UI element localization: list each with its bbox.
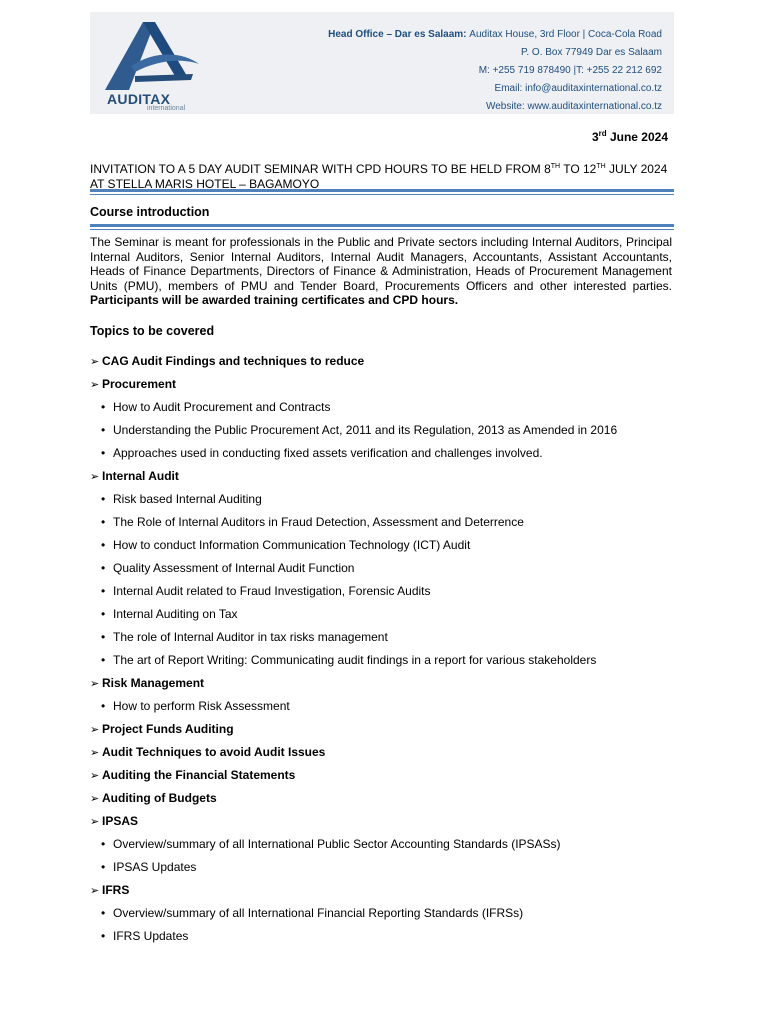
topic-item-text: Quality Assessment of Internal Audit Function: [113, 561, 355, 575]
certificate-note: Participants will be awarded training certificates and CPD hours.: [90, 293, 459, 308]
topic-item-text: How to conduct Information Communication Technology (ICT) Audit: [113, 538, 471, 552]
arrow-bullet-icon: ➢: [90, 885, 100, 897]
contact-block: [328, 26, 662, 116]
topic-item: [101, 561, 354, 575]
topic-item-text: Internal Auditing on Tax: [113, 607, 238, 621]
bullet-icon: •: [101, 561, 106, 575]
topic-item: [101, 699, 290, 713]
arrow-bullet-icon: ➢: [90, 793, 100, 805]
topic-item: [101, 653, 596, 667]
topic-title: Risk Management: [102, 676, 205, 690]
topic-item-text: The role of Internal Auditor in tax risks management: [113, 630, 388, 644]
topic-title: Project Funds Auditing: [102, 722, 234, 736]
topic-title: Auditing the Financial Statements: [102, 768, 296, 782]
letter-date: 3rd June 2024: [591, 129, 668, 144]
phone-numbers: M: +255 719 878490 |T: +255 22 212 692: [478, 65, 662, 76]
topic-item-text: How to perform Risk Assessment: [113, 699, 290, 713]
letterhead: [90, 12, 674, 114]
invitation-heading: INVITATION TO A 5 DAY AUDIT SEMINAR WITH CPD HOURS TO BE HELD FROM 8TH TO 12TH JULY 2024 AT STELLA MARIS HOTEL – BAGAMOYO: [90, 162, 668, 191]
arrow-bullet-icon: ➢: [90, 724, 100, 736]
topic-item: [101, 837, 561, 851]
topic-item: [101, 400, 330, 414]
topic-item: [101, 446, 543, 460]
bullet-icon: •: [101, 584, 106, 598]
bullet-icon: •: [101, 860, 106, 874]
course-intro-body: The Seminar is meant for professionals in the Public and Private sectors including Internal Auditors, Principal Internal Auditors, Senior Internal Auditors, Internal Audit Managers, Accountants, Assistant Accountants, Heads of Finance Departments, Directors of Finance & Administration, Heads of Procurement Management Units (PMU), members of PMU and Tender Board, Procurements Officers and other interested parties. Participants will be awarded training certificates and CPD hours.: [90, 235, 672, 308]
topic-title: IPSAS: [102, 814, 139, 828]
topic-heading: [90, 722, 234, 736]
topic-item-text: IFRS Updates: [113, 929, 189, 943]
topic-item: [101, 860, 196, 874]
arrow-bullet-icon: ➢: [90, 678, 100, 690]
topic-item-text: IPSAS Updates: [113, 860, 197, 874]
bullet-icon: •: [101, 837, 106, 851]
topic-item-text: Approaches used in conducting fixed assets verification and challenges involved.: [113, 446, 543, 460]
topic-item-text: The art of Report Writing: Communicating audit findings in a report for various stakeholders: [113, 653, 597, 667]
topic-item-text: Overview/summary of all International Public Sector Accounting Standards (IPSASs): [113, 837, 561, 851]
website-address: Website: www.auditaxinternational.co.tz: [485, 101, 662, 112]
bullet-icon: •: [101, 929, 106, 943]
topic-item: [101, 607, 238, 621]
topic-heading: [90, 377, 176, 391]
address-line: [328, 26, 662, 44]
divider: [90, 189, 674, 192]
topic-heading: [90, 814, 138, 828]
auditax-logo: [95, 16, 215, 112]
topics-title: Topics to be covered: [90, 324, 215, 338]
topic-item-text: Internal Audit related to Fraud Investigation, Forensic Audits: [113, 584, 431, 598]
arrow-bullet-icon: ➢: [90, 816, 100, 828]
topic-title: CAG Audit Findings and techniques to reduce: [102, 354, 365, 368]
topic-title: Internal Audit: [102, 469, 179, 483]
bullet-icon: •: [101, 653, 106, 667]
address-label: Head Office – Dar es Salaam:: [328, 29, 467, 40]
email-address: Email: info@auditaxinternational.co.tz: [494, 83, 662, 94]
po-box: P. O. Box 77949 Dar es Salaam: [520, 47, 662, 58]
bullet-icon: •: [101, 492, 106, 506]
topic-item-text: How to Audit Procurement and Contracts: [113, 400, 331, 414]
bullet-icon: •: [101, 630, 106, 644]
bullet-icon: •: [101, 423, 106, 437]
arrow-bullet-icon: ➢: [90, 747, 100, 759]
bullet-icon: •: [101, 699, 106, 713]
topic-item-text: Overview/summary of all International Financial Reporting Standards (IFRSs): [113, 906, 524, 920]
course-intro-title: Course introduction: [90, 205, 210, 219]
bullet-icon: •: [101, 906, 106, 920]
topic-item-text: Understanding the Public Procurement Act, 2011 and its Regulation, 2013 as Amended in 2016: [113, 423, 618, 437]
bullet-icon: •: [101, 446, 106, 460]
topic-item: [101, 630, 388, 644]
logo-subtext: international: [147, 105, 186, 112]
logo-wordmark: AUDITAX: [107, 91, 171, 107]
topic-item: [101, 423, 617, 437]
topic-title: Procurement: [102, 377, 177, 391]
topic-heading: [90, 354, 364, 368]
topic-item: [101, 492, 262, 506]
arrow-bullet-icon: ➢: [90, 379, 100, 391]
topic-item: [101, 515, 524, 529]
topic-item-text: Risk based Internal Auditing: [113, 492, 262, 506]
bullet-icon: •: [101, 400, 106, 414]
topic-item: [101, 929, 188, 943]
topic-item: [101, 538, 470, 552]
topic-heading: [90, 791, 217, 805]
logo-triangle-icon: [95, 16, 215, 96]
address-value: Auditax House, 3rd Floor | Coca-Cola Road: [469, 29, 662, 40]
topic-heading: [90, 883, 129, 897]
divider: [90, 229, 674, 230]
topic-heading: [90, 469, 179, 483]
bullet-icon: •: [101, 538, 106, 552]
topic-heading: [90, 676, 204, 690]
topic-title: IFRS: [102, 883, 130, 897]
bullet-icon: •: [101, 515, 106, 529]
bullet-icon: •: [101, 607, 106, 621]
topic-item: [101, 584, 431, 598]
topic-title: Auditing of Budgets: [102, 791, 217, 805]
arrow-bullet-icon: ➢: [90, 770, 100, 782]
topic-item-text: The Role of Internal Auditors in Fraud Detection, Assessment and Deterrence: [113, 515, 524, 529]
arrow-bullet-icon: ➢: [90, 471, 100, 483]
topic-heading: [90, 768, 295, 782]
topic-title: Audit Techniques to avoid Audit Issues: [102, 745, 326, 759]
divider: [90, 194, 674, 195]
divider: [90, 224, 674, 227]
arrow-bullet-icon: ➢: [90, 356, 100, 368]
topic-heading: [90, 745, 325, 759]
topic-item: [101, 906, 523, 920]
